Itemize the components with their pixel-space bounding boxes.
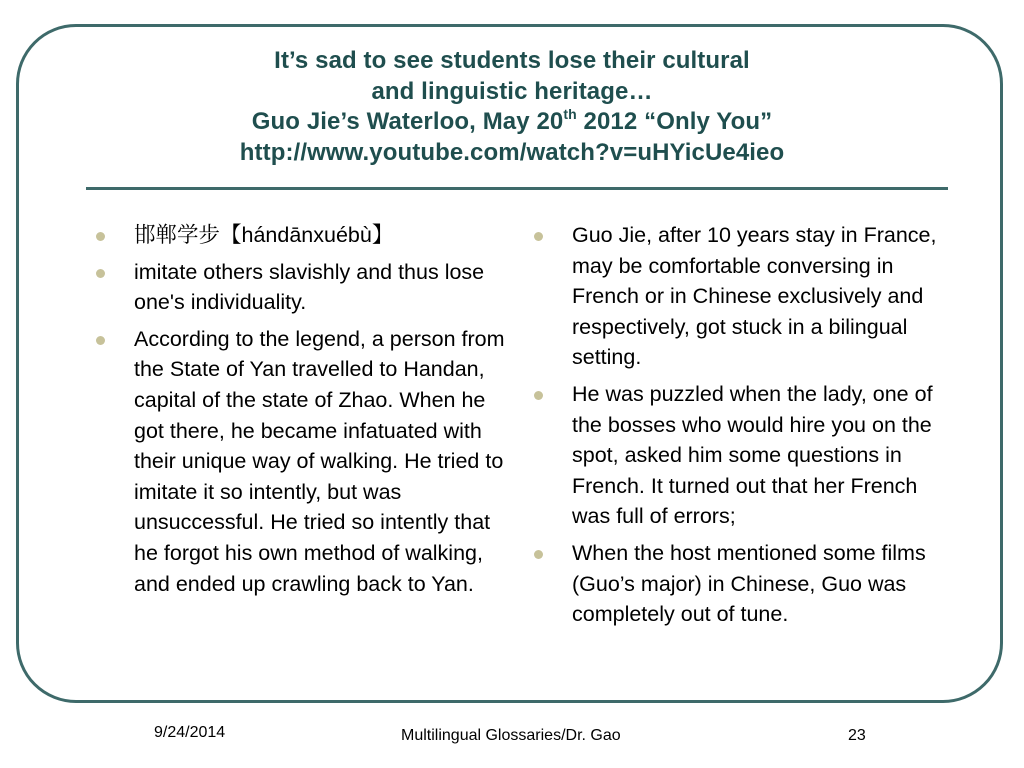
title-line-3-a: Guo Jie’s Waterloo, May 20 xyxy=(251,108,564,135)
bullet-item xyxy=(534,220,944,373)
bullet-text: He was puzzled when the lady, one of the bosses who would hire you on the spot, asked him some questions in French. It turned out that her French was full of errors; xyxy=(572,381,933,529)
footer-title: Multilingual Glossaries/Dr. Gao xyxy=(401,727,621,744)
bullet-text: imitate others slavishly and thus lose one's individuality. xyxy=(134,259,485,315)
bullet-item xyxy=(96,220,506,251)
title-line-3-b: 2012 “Only You” xyxy=(576,108,773,135)
bullet-dot-icon xyxy=(534,550,543,559)
bullet-dot-icon xyxy=(96,336,105,345)
bullet-item xyxy=(534,538,944,630)
bullet-dot-icon xyxy=(96,269,105,278)
left-bullet-list xyxy=(96,220,506,605)
title-line-1: It’s sad to see students lose their cultural xyxy=(274,47,750,74)
title-superscript: th xyxy=(563,106,577,122)
title-url[interactable]: http://www.youtube.com/watch?v=uHYicUe4ieo xyxy=(239,138,785,166)
bullet-item xyxy=(96,257,506,318)
page-number: 23 xyxy=(848,727,866,744)
bullet-dot-icon xyxy=(534,391,543,400)
bullet-text: 邯郸学步【hándānxuébù】 xyxy=(134,223,394,247)
title-line-3 xyxy=(70,107,954,138)
title-divider xyxy=(86,187,948,190)
title-line-2: and linguistic heritage… xyxy=(371,77,653,105)
bullet-dot-icon xyxy=(96,232,105,241)
right-bullet-list xyxy=(534,220,944,636)
bullet-dot-icon xyxy=(534,232,543,241)
bullet-text: Guo Jie, after 10 years stay in France, may be comfortable conversing in French or in Chinese exclusively and respectively, got stuck in a bilingual setting. xyxy=(572,223,937,370)
slide-title xyxy=(70,46,954,168)
footer-date: 9/24/2014 xyxy=(154,724,226,741)
bullet-text: When the host mentioned some films (Guo’s major) in Chinese, Guo was completely out of tune. xyxy=(572,540,926,627)
bullet-item xyxy=(534,379,944,532)
bullet-item xyxy=(96,324,506,599)
bullet-text: According to the legend, a person from the State of Yan travelled to Handan, capital of the state of Zhao. When he got there, he became infatuated with their unique way of walking. He tried to imitate it so intently, but was unsuccessful. He tried so intently that he forgot his own method of walking, and ended up crawling back to Yan. xyxy=(134,326,505,596)
